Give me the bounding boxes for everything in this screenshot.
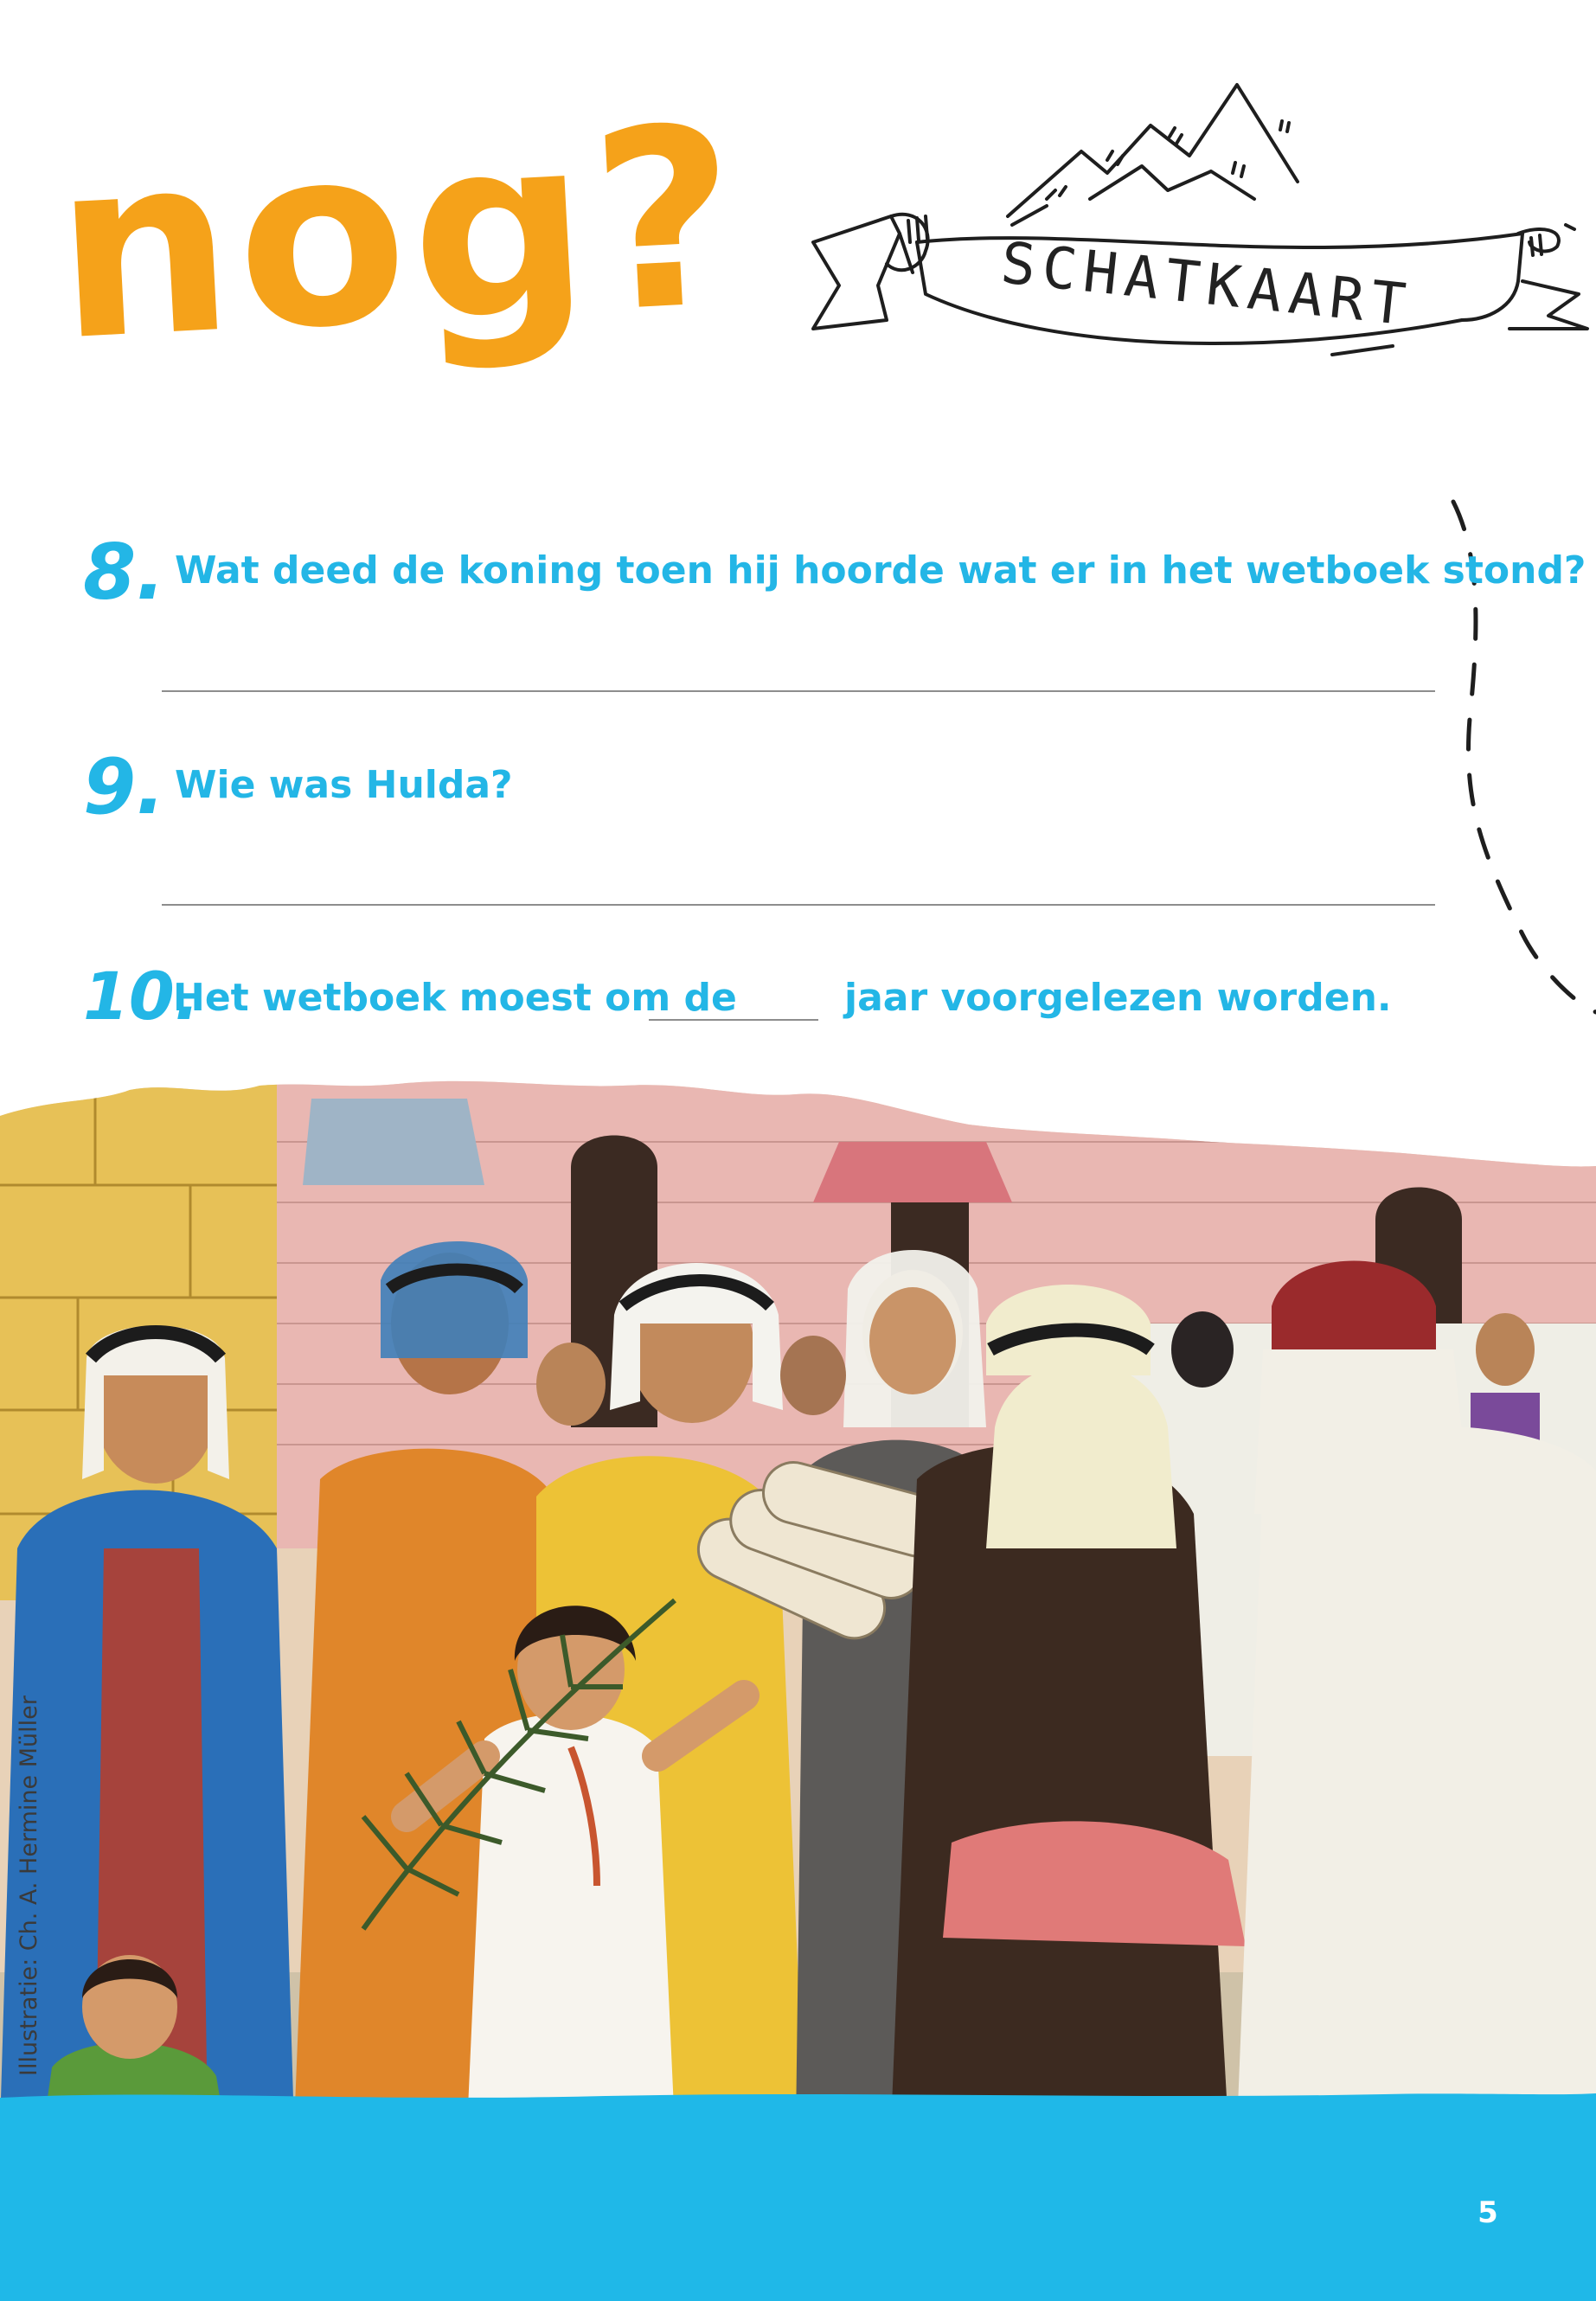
question-number-9: 9. [83, 742, 165, 831]
question-text-9: Wie was Hulda? [175, 763, 513, 807]
treasure-map-label: SCHATKAART [997, 229, 1416, 339]
footer-band [0, 2089, 1596, 2301]
page-heading: nog? [48, 73, 749, 396]
question-text-8: Wat deed de koning toen hij hoorde wat er in het wetboek stond? [175, 548, 1586, 593]
question-text-10-end: jaar voorgelezen worden. [844, 976, 1392, 1020]
answer-line-9[interactable] [162, 904, 1435, 906]
page-number: 5 [1477, 2195, 1498, 2230]
answer-line-8[interactable] [162, 690, 1435, 692]
illustration-credit: Illustratie: Ch. A. Hermine Müller [16, 1695, 42, 2076]
question-text-10-start: Het wetboek moest om de [173, 976, 737, 1020]
fill-in-blank-10[interactable] [649, 1019, 818, 1021]
question-number-10: 10. [83, 958, 200, 1035]
illustration-crowd-scene [0, 1064, 1596, 2128]
question-number-8: 8. [83, 528, 165, 617]
